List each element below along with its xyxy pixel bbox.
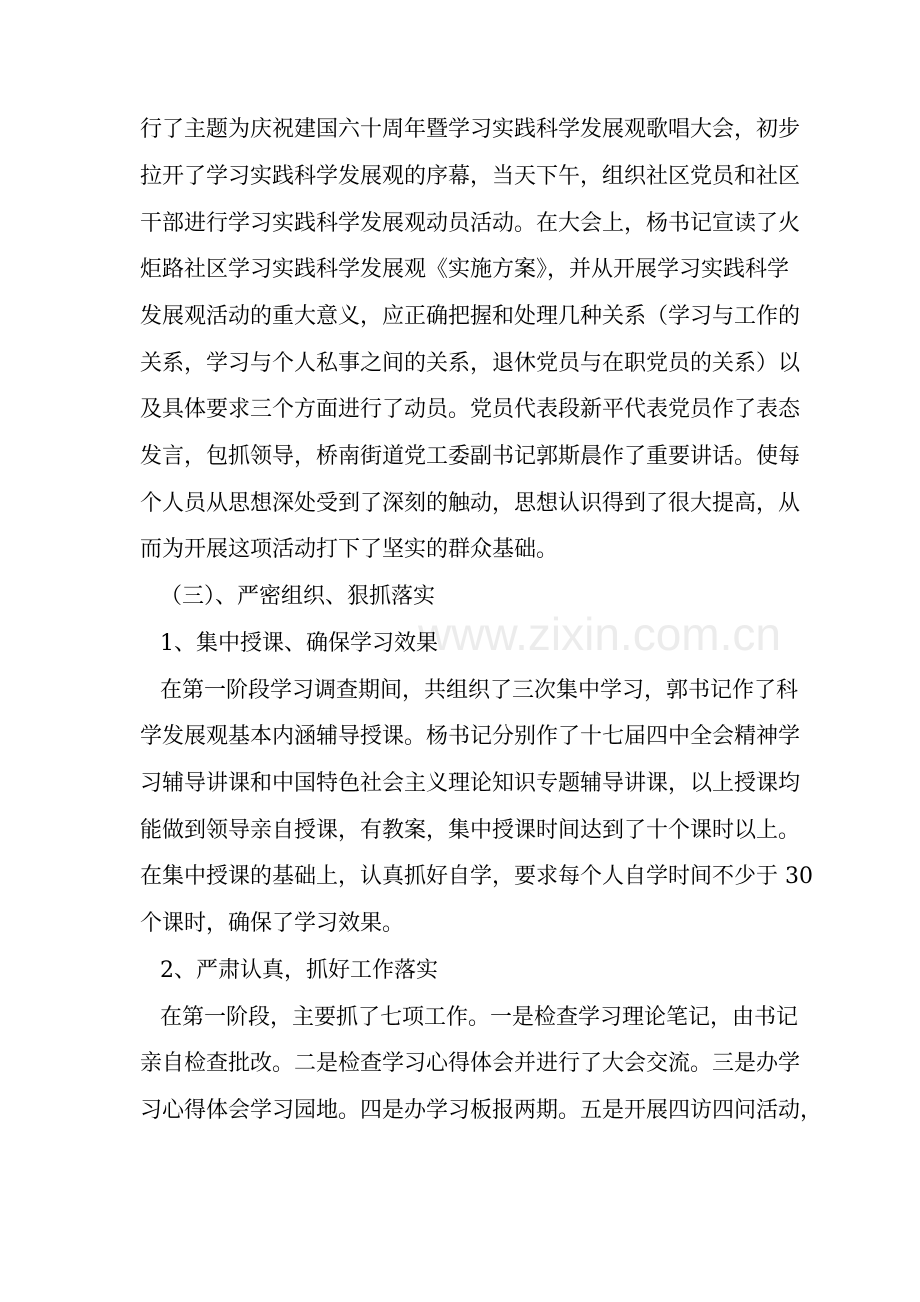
text-line: 发展观活动的重大意义，应正确把握和处理几种关系（学习与工作的 <box>140 304 801 329</box>
text-line: 能做到领导亲自授课，有教案，集中授课时间达到了十个课时以上。 <box>140 818 801 843</box>
section-heading: （三）、严密组织、狠抓落实 <box>160 584 436 609</box>
text-line: 及具体要求三个方面进行了动员。党员代表段新平代表党员作了表态 <box>140 397 801 422</box>
text-line: 习心得体会学习园地。四是办学习板报两期。五是开展四访四问活动， <box>140 1098 823 1123</box>
text-line: 个人员从思想深处受到了深刻的触动，思想认识得到了很大提高，从 <box>140 491 801 516</box>
text-line: 炬路社区学习实践科学发展观《实施方案》，并从开展学习实践科学 <box>140 257 790 282</box>
text-line: 习辅导讲课和中国特色社会主义理论知识专题辅导讲课，以上授课均 <box>140 771 801 796</box>
text-line: 关系，学习与个人私事之间的关系，退休党员与在职党员的关系）以 <box>140 351 801 376</box>
text-line: 在集中授课的基础上，认真抓好自学，要求每个人自学时间不少于 30 <box>140 864 813 889</box>
text-line: 拉开了学习实践科学发展观的序幕，当天下午，组织社区党员和社区 <box>140 164 801 189</box>
text-line: 行了主题为庆祝建国六十周年暨学习实践科学发展观歌唱大会，初步 <box>140 117 801 142</box>
text-line: 亲自检查批改。二是检查学习心得体会并进行了大会交流。三是办学 <box>140 1051 801 1076</box>
subsection-heading: 2、严肃认真，抓好工作落实 <box>160 958 438 983</box>
watermark: www.zixin.com.cn <box>418 608 781 660</box>
text-line: 干部进行学习实践科学发展观动员活动。在大会上，杨书记宣读了火 <box>140 211 801 236</box>
text-line: 而为开展这项活动打下了坚实的群众基础。 <box>140 537 559 562</box>
subsection-heading: 1、集中授课、确保学习效果 <box>160 631 438 656</box>
text-line: 学发展观基本内涵辅导授课。杨书记分别作了十七届四中全会精神学 <box>140 724 801 749</box>
text-line: 发言，包抓领导，桥南街道党工委副书记郭斯晨作了重要讲话。使每 <box>140 444 801 469</box>
text-line: 在第一阶段，主要抓了七项工作。一是检查学习理论笔记，由书记 <box>160 1005 799 1030</box>
text-line: 个课时，确保了学习效果。 <box>140 911 405 936</box>
text-line: 在第一阶段学习调查期间，共组织了三次集中学习，郭书记作了科 <box>160 678 799 703</box>
